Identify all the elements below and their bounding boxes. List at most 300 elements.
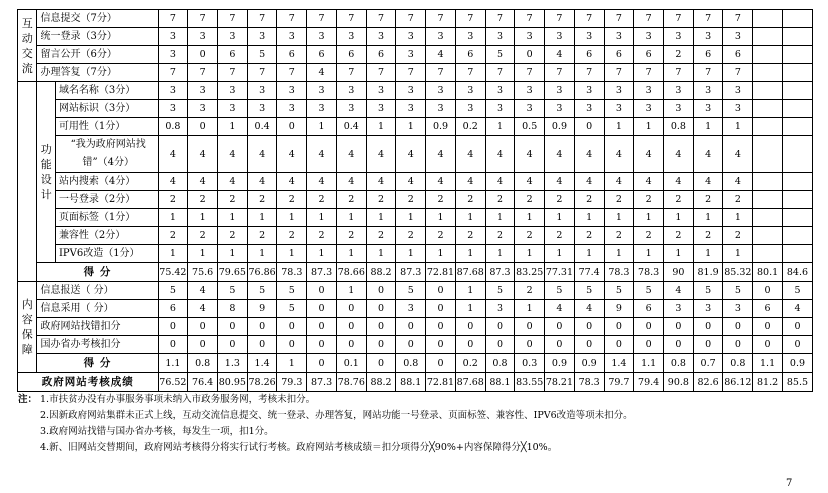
final-score-label: 政府网站考核成绩 (18, 373, 159, 392)
table-cell-value: 1 (247, 245, 277, 263)
table-cell-value: 3 (693, 28, 723, 46)
table-cell-value: 1 (396, 245, 426, 263)
table-cell-value: 3 (604, 28, 634, 46)
table-cell-value (753, 10, 783, 28)
table-cell-value: 1 (455, 300, 485, 318)
table-cell-value (753, 209, 783, 227)
table-cell-value: 0 (217, 318, 247, 336)
table-cell-value: 9 (604, 300, 634, 318)
table-cell-value: 1 (574, 245, 604, 263)
table-cell-value: 1 (336, 209, 366, 227)
table-cell-value: 1 (307, 209, 337, 227)
table-cell-value: 3 (723, 28, 753, 46)
table-cell-value: 6 (634, 300, 664, 318)
table-cell-value: 0.8 (723, 354, 753, 373)
table-cell-value: 5 (396, 282, 426, 300)
table-cell-value: 90.8 (664, 373, 694, 392)
table-cell-value: 2 (366, 227, 396, 245)
table-cell-value: 0 (664, 318, 694, 336)
table-cell-value: 6 (723, 46, 753, 64)
note-text: 4.新、旧网站交替期间，政府网站考核得分将实行试行考核。政府网站考核成绩＝扣分项得分╳90%+内容保障得分╳10%。 (40, 442, 558, 453)
note-text: 2.因新政府网站集群未正式上线，互动交流信息提交、统一登录、办理答复，网站功能一号登录、页面标签、兼容性、IPV6改造等项未扣分。 (40, 410, 633, 421)
table-cell-value: 80.1 (753, 263, 783, 282)
table-cell-value: 79.3 (277, 373, 307, 392)
table-cell-value: 83.25 (515, 263, 545, 282)
table-cell-value: 0 (396, 318, 426, 336)
table-cell-value: 1 (188, 245, 218, 263)
table-cell-value: 3 (396, 100, 426, 118)
table-cell-value: 90 (664, 263, 694, 282)
table-cell-value: 6 (455, 46, 485, 64)
table-cell-value: 7 (426, 64, 456, 82)
table-cell-value: 1 (426, 209, 456, 227)
table-cell-value: 0 (753, 282, 783, 300)
table-cell-value (782, 209, 812, 227)
table-cell-value: 3 (545, 82, 575, 100)
table-cell-value: 0 (396, 336, 426, 354)
row-label: 国办省办考核扣分 (37, 336, 158, 354)
table-cell-value: 1 (307, 118, 337, 136)
table-cell-value: 2 (574, 191, 604, 209)
assessment-table (17, 9, 813, 392)
table-cell-value: 2 (604, 191, 634, 209)
row-label: 政府网站找错扣分 (37, 318, 158, 336)
table-cell-value: 3 (396, 46, 426, 64)
table-cell-value: 1.1 (634, 354, 664, 373)
table-cell-value: 1 (634, 118, 664, 136)
table-cell-value (753, 82, 783, 100)
table-cell-value (782, 46, 812, 64)
table-cell-value: 7 (366, 64, 396, 82)
table-cell-value: 0 (188, 46, 218, 64)
table-cell-value: 3 (366, 28, 396, 46)
table-cell-value: 1 (515, 209, 545, 227)
table-cell-value: 4 (693, 136, 723, 173)
table-cell-value: 76.52 (158, 373, 188, 392)
table-cell-value: 0 (634, 336, 664, 354)
table-cell-value: 0 (485, 336, 515, 354)
table-cell-value: 3 (396, 300, 426, 318)
table-cell-value: 2 (515, 282, 545, 300)
table-cell-value (753, 227, 783, 245)
table-cell-value: 88.1 (485, 373, 515, 392)
table-cell-value: 6 (693, 46, 723, 64)
table-cell-value: 4 (158, 136, 188, 173)
table-cell-value: 3 (277, 100, 307, 118)
table-cell-value: 0 (782, 318, 812, 336)
table-cell-value: 3 (664, 28, 694, 46)
table-cell-value: 4 (693, 173, 723, 191)
table-cell-value: 0 (515, 318, 545, 336)
table-cell-value: 1 (158, 245, 188, 263)
table-cell-value: 1 (723, 118, 753, 136)
table-cell-value: 0.2 (455, 354, 485, 373)
table-cell-value: 4 (366, 136, 396, 173)
table-row (18, 227, 813, 245)
table-cell-value: 1 (188, 209, 218, 227)
table-cell-value: 3 (604, 82, 634, 100)
table-cell-value: 4 (336, 173, 366, 191)
table-cell-value: 0 (277, 118, 307, 136)
table-cell-value: 4 (307, 136, 337, 173)
table-cell-value (782, 245, 812, 263)
table-cell-value: 3 (574, 100, 604, 118)
table-cell-value: 4 (515, 173, 545, 191)
table-cell-value: 5 (782, 282, 812, 300)
table-cell-value: 4 (545, 300, 575, 318)
table-cell-value: 7 (545, 10, 575, 28)
table-cell-value: 2 (545, 227, 575, 245)
table-cell-value: 0 (455, 336, 485, 354)
table-cell-value: 1 (485, 209, 515, 227)
table-cell-value: 3 (366, 100, 396, 118)
table-cell-value: 87.3 (485, 263, 515, 282)
table-cell-value: 4 (396, 136, 426, 173)
table-cell-value: 2 (515, 227, 545, 245)
table-cell-value: 87.3 (396, 263, 426, 282)
table-cell-value: 2 (426, 191, 456, 209)
row-label: 统一登录（3分） (37, 28, 158, 46)
table-cell-value: 81.9 (693, 263, 723, 282)
table-cell-value: 1 (664, 209, 694, 227)
table-cell-value: 1 (604, 245, 634, 263)
table-cell-value: 1 (485, 245, 515, 263)
table-cell-value: 1 (277, 209, 307, 227)
table-cell-value: 4 (247, 173, 277, 191)
table-cell-value: 1 (247, 209, 277, 227)
table-cell-value: 2 (158, 191, 188, 209)
table-cell-value: 3 (664, 300, 694, 318)
table-cell-value: 0 (188, 118, 218, 136)
table-cell-value: 5 (485, 46, 515, 64)
table-cell-value: 1.1 (158, 354, 188, 373)
table-cell-value: 1 (277, 245, 307, 263)
table-cell-value: 4 (217, 173, 247, 191)
table-cell-value: 5 (634, 282, 664, 300)
table-cell-value: 4 (545, 46, 575, 64)
table-cell-value: 7 (515, 64, 545, 82)
table-cell-value: 7 (634, 64, 664, 82)
row-label: IPV6改造（1分） (55, 245, 158, 263)
table-cell-value: 0 (336, 318, 366, 336)
table-cell-value: 3 (217, 100, 247, 118)
table-cell-value: 1 (455, 245, 485, 263)
table-cell-value (753, 173, 783, 191)
table-cell-value: 0.9 (782, 354, 812, 373)
table-cell-value (782, 28, 812, 46)
table-cell-value: 0 (277, 318, 307, 336)
table-cell-value: 7 (247, 10, 277, 28)
table-cell-value: 2 (455, 227, 485, 245)
table-cell-value: 6 (217, 46, 247, 64)
table-cell-value: 3 (664, 100, 694, 118)
table-cell-value (782, 118, 812, 136)
table-cell-value: 6 (604, 46, 634, 64)
table-cell-value: 0 (574, 318, 604, 336)
table-cell-value: 3 (336, 100, 366, 118)
table-cell-value: 2 (545, 191, 575, 209)
table-cell-value: 0 (366, 318, 396, 336)
category-cell-function: 功能设计 (37, 82, 55, 263)
table-cell-value: 6 (277, 46, 307, 64)
left-border-cell (18, 82, 37, 282)
table-cell-value: 4 (574, 136, 604, 173)
table-cell-value: 3 (217, 82, 247, 100)
table-cell-value: 2 (634, 191, 664, 209)
table-cell-value: 2 (217, 227, 247, 245)
table-cell-value: 4 (277, 173, 307, 191)
table-cell-value: 3 (723, 100, 753, 118)
row-label: 信息报送（ 分） (37, 282, 158, 300)
table-cell-value: 5 (604, 282, 634, 300)
row-label: 域名名称（3分） (55, 82, 158, 100)
table-cell-value: 75.6 (188, 263, 218, 282)
table-cell-value: 0 (307, 318, 337, 336)
table-cell-value: 0 (693, 336, 723, 354)
table-row (18, 318, 813, 336)
table-cell-value: 1 (723, 209, 753, 227)
table-cell-value: 4 (307, 64, 337, 82)
table-cell-value (782, 173, 812, 191)
table-cell-value: 0 (366, 282, 396, 300)
table-cell-value: 5 (158, 282, 188, 300)
table-cell-value: 0 (336, 336, 366, 354)
score-row (18, 263, 813, 282)
table-cell-value: 6 (634, 46, 664, 64)
table-cell-value: 4 (664, 136, 694, 173)
row-label: 留言公开（6分） (37, 46, 158, 64)
table-cell-value: 3 (545, 28, 575, 46)
table-cell-value: 1 (515, 300, 545, 318)
table-cell-value: 4 (634, 173, 664, 191)
table-row (18, 173, 813, 191)
row-label: 站内搜索（4分） (55, 173, 158, 191)
table-cell-value: 7 (574, 10, 604, 28)
table-cell-value (753, 245, 783, 263)
table-cell-value: 9 (247, 300, 277, 318)
table-cell-value: 3 (574, 82, 604, 100)
table-cell-value: 2 (664, 46, 694, 64)
table-cell-value: 4 (664, 282, 694, 300)
table-cell-value: 3 (515, 82, 545, 100)
table-cell-value: 2 (723, 227, 753, 245)
table-cell-value: 0 (545, 318, 575, 336)
table-cell-value: 3 (217, 28, 247, 46)
table-cell-value: 4 (782, 300, 812, 318)
table-cell-value: 5 (574, 282, 604, 300)
table-cell-value: 7 (217, 10, 247, 28)
table-cell-value: 0.4 (247, 118, 277, 136)
table-cell-value: 0 (426, 300, 456, 318)
table-cell-value: 7 (158, 10, 188, 28)
page-number: 7 (786, 478, 793, 489)
table-cell-value: 2 (664, 191, 694, 209)
table-cell-value: 4 (604, 136, 634, 173)
table-cell-value: 78.66 (336, 263, 366, 282)
table-cell-value: 0 (782, 336, 812, 354)
table-cell-value: 0 (426, 354, 456, 373)
table-cell-value: 3 (485, 100, 515, 118)
table-cell-value: 3 (426, 100, 456, 118)
table-cell-value: 2 (336, 227, 366, 245)
table-cell-value: 1 (396, 118, 426, 136)
table-cell-value: 3 (158, 28, 188, 46)
table-cell-value: 1 (545, 245, 575, 263)
table-cell-value: 78.3 (604, 263, 634, 282)
row-label: 信息采用（ 分） (37, 300, 158, 318)
table-row (18, 209, 813, 227)
table-cell-value: 3 (336, 82, 366, 100)
table-row (18, 118, 813, 136)
table-cell-value: 85.32 (723, 263, 753, 282)
table-cell-value: 7 (485, 64, 515, 82)
table-row (18, 46, 813, 64)
table-cell-value: 0 (426, 282, 456, 300)
table-cell-value: 7 (634, 10, 664, 28)
table-cell-value: 0.8 (158, 118, 188, 136)
table-cell-value: 0.8 (485, 354, 515, 373)
table-cell-value: 4 (455, 136, 485, 173)
table-cell-value: 0.9 (545, 354, 575, 373)
table-row (18, 10, 813, 28)
notes-section (18, 392, 818, 456)
table-cell-value (782, 136, 812, 173)
table-cell-value: 87.3 (307, 373, 337, 392)
row-label: 一号登录（2分） (55, 191, 158, 209)
table-cell-value: 88.1 (396, 373, 426, 392)
table-cell-value: 1 (634, 245, 664, 263)
table-cell-value: 1 (693, 245, 723, 263)
table-cell-value: 4 (188, 282, 218, 300)
table-cell-value: 0.2 (455, 118, 485, 136)
table-cell-value: 0 (307, 354, 337, 373)
table-cell-value: 0 (574, 118, 604, 136)
table-cell-value (782, 191, 812, 209)
table-cell-value: 4 (634, 136, 664, 173)
table-cell-value: 1 (336, 245, 366, 263)
table-cell-value: 8 (217, 300, 247, 318)
table-cell-value: 0 (723, 336, 753, 354)
table-cell-value: 3 (307, 100, 337, 118)
table-cell-value (753, 64, 783, 82)
row-label: 信息提交（7分） (37, 10, 158, 28)
table-cell-value: 0 (277, 336, 307, 354)
table-cell-value (753, 28, 783, 46)
table-cell-value: 1 (545, 209, 575, 227)
table-cell-value: 1 (307, 245, 337, 263)
table-cell-value: 2 (634, 227, 664, 245)
score-row (18, 354, 813, 373)
table-cell-value: 2 (426, 227, 456, 245)
table-cell-value: 5 (217, 282, 247, 300)
table-cell-value: 3 (634, 82, 664, 100)
table-cell-value: 3 (485, 300, 515, 318)
table-cell-value: 79.7 (604, 373, 634, 392)
table-cell-value (753, 46, 783, 64)
table-cell-value: 0 (664, 336, 694, 354)
table-cell-value: 0 (247, 336, 277, 354)
table-cell-value: 0 (604, 318, 634, 336)
table-cell-value: 4 (188, 136, 218, 173)
table-cell-value: 2 (217, 191, 247, 209)
table-cell-value: 0.9 (574, 354, 604, 373)
table-cell-value: 5 (545, 282, 575, 300)
table-cell-value: 0 (545, 336, 575, 354)
table-row (18, 136, 813, 173)
table-cell-value: 7 (574, 64, 604, 82)
table-cell-value: 0 (158, 336, 188, 354)
table-cell-value: 1 (664, 245, 694, 263)
table-cell-value: 0 (426, 336, 456, 354)
table-cell-value: 2 (188, 227, 218, 245)
table-cell-value: 3 (455, 28, 485, 46)
table-cell-value: 7 (336, 64, 366, 82)
table-cell-value: 1 (455, 282, 485, 300)
table-cell-value: 87.68 (455, 373, 485, 392)
table-cell-value: 5 (723, 282, 753, 300)
table-cell-value: 7 (515, 10, 545, 28)
table-cell-value: 4 (485, 136, 515, 173)
table-cell-value: 1 (158, 209, 188, 227)
row-label: 网站标识（3分） (55, 100, 158, 118)
table-cell-value: 3 (515, 100, 545, 118)
table-cell-value: 7 (277, 64, 307, 82)
table-cell-value: 7 (307, 10, 337, 28)
table-cell-value: 77.31 (545, 263, 575, 282)
table-cell-value: 0 (485, 318, 515, 336)
table-cell-value: 5 (247, 46, 277, 64)
table-cell-value: 86.12 (723, 373, 753, 392)
table-cell-value: 3 (277, 28, 307, 46)
table-cell-value: 7 (664, 10, 694, 28)
table-cell-value: 6 (158, 300, 188, 318)
table-cell-value: 2 (693, 227, 723, 245)
table-cell-value: 4 (158, 173, 188, 191)
table-cell-value: 1.1 (753, 354, 783, 373)
table-cell-value (753, 100, 783, 118)
table-cell-value: 0.8 (664, 354, 694, 373)
table-cell-value: 4 (723, 136, 753, 173)
score-label: 得 分 (37, 263, 158, 282)
table-cell-value: 6 (336, 46, 366, 64)
table-cell-value: 3 (485, 28, 515, 46)
row-label: 办理答复（7分） (37, 64, 158, 82)
table-cell-value (782, 64, 812, 82)
table-cell-value: 0 (247, 318, 277, 336)
table-cell-value: 0 (336, 300, 366, 318)
table-cell-value: 0 (158, 318, 188, 336)
table-cell-value: 1 (366, 245, 396, 263)
table-cell-value: 1 (217, 209, 247, 227)
table-cell-value: 5 (277, 300, 307, 318)
table-cell-value: 1 (574, 209, 604, 227)
table-cell-value: 0.1 (336, 354, 366, 373)
table-cell-value: 3 (336, 28, 366, 46)
table-cell-value: 0 (307, 336, 337, 354)
table-cell-value: 2 (336, 191, 366, 209)
table-cell-value: 7 (455, 64, 485, 82)
table-cell-value: 0 (515, 336, 545, 354)
table-cell-value: 6 (753, 300, 783, 318)
table-cell-value: 3 (426, 28, 456, 46)
table-row (18, 64, 813, 82)
table-cell-value: 0 (366, 336, 396, 354)
row-label: 页面标签（1分） (55, 209, 158, 227)
table-cell-value: 4 (604, 173, 634, 191)
table-row (18, 100, 813, 118)
table-cell-value: 5 (693, 282, 723, 300)
table-cell-value: 7 (723, 64, 753, 82)
